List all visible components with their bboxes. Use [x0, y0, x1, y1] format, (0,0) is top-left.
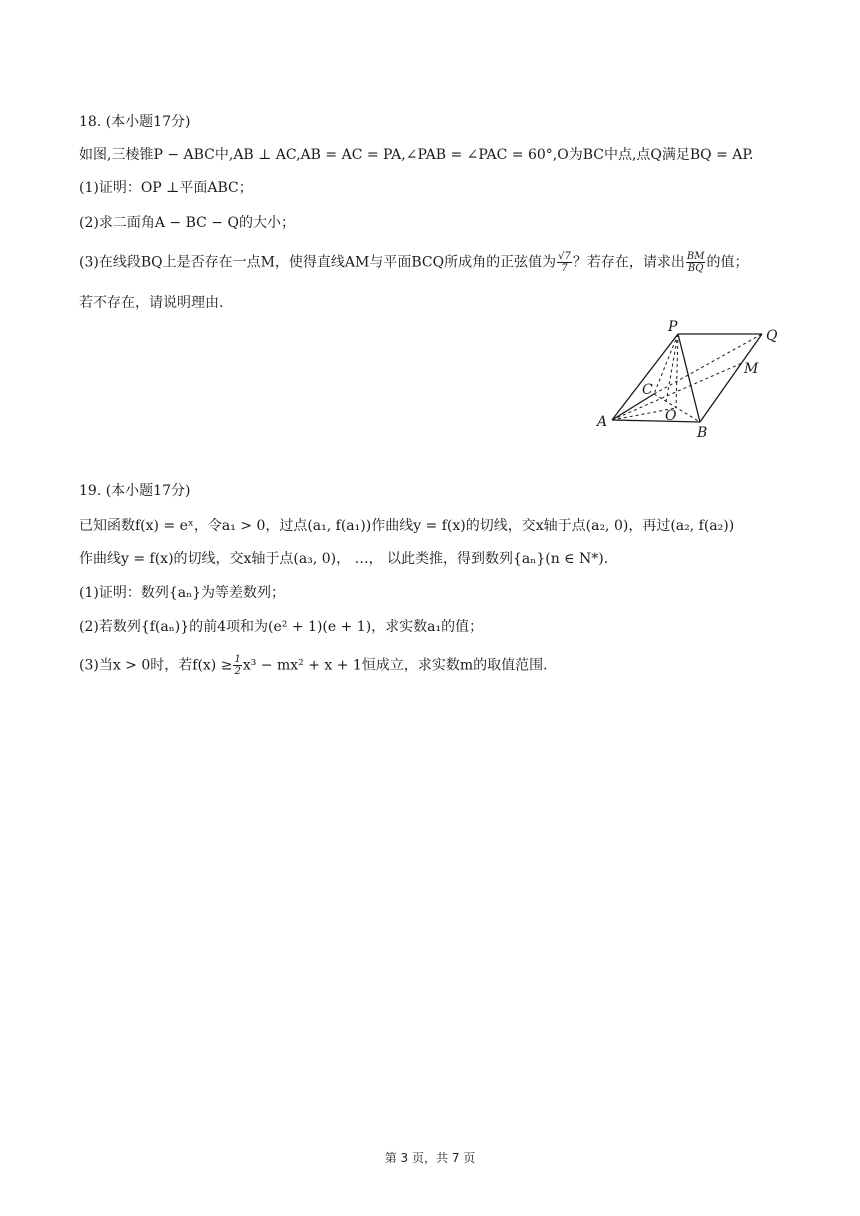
q18-part1: (1)证明：OP ⊥平面ABC； — [79, 180, 253, 196]
sqrt7-over-7-fraction — [557, 251, 572, 274]
edge-CB — [654, 394, 700, 422]
label-B: B — [697, 425, 708, 441]
fraction-numerator: √7 — [558, 251, 571, 262]
q18-part2: (2)求二面角A − BC − Q的大小； — [79, 215, 295, 231]
q18-part3-text-b: ？若存在，请求出 — [572, 254, 685, 271]
q19-part3-text-a: (3)当x > 0时，若f(x) ≥ — [79, 657, 233, 674]
page-footer: 第 3 页，共 7 页 — [384, 1151, 476, 1165]
q19-part3-text-b: x³ − mx² + x + 1恒成立，求实数m的取值范围. — [242, 657, 548, 674]
q19-header: 19. (本小题17分) — [79, 483, 191, 499]
edge-PO — [676, 334, 678, 408]
label-A: A — [597, 414, 608, 430]
pyramid-diagram — [592, 316, 792, 444]
q19-part1: (1)证明：数列{aₙ}为等差数列； — [79, 585, 286, 601]
fraction-numerator: 1 — [234, 654, 241, 665]
q18-part3-continued: 若不存在，请说明理由. — [79, 295, 224, 311]
edge-AB — [612, 420, 700, 422]
q18-part3-text-a: (3)在线段BQ上是否存在一点M，使得直线AM与平面BCQ所成角的正弦值为 — [79, 254, 557, 271]
label-O: O — [665, 408, 677, 424]
q18-part3-text-c: 的值； — [706, 254, 749, 271]
one-half-fraction — [233, 654, 241, 677]
edge-QB — [700, 334, 762, 422]
label-C: C — [642, 382, 653, 398]
fraction-denominator: BQ — [687, 263, 704, 274]
q18-stem: 如图,三棱锥P − ABC中,AB ⊥ AC,AB = AC = PA,∠PAB = ∠PAC = 60°,O为BC中点,点Q满足BQ = AP. — [79, 147, 754, 163]
label-M: M — [744, 361, 759, 377]
q19-stem-line1: 已知函数f(x) = eˣ，令a₁ > 0，过点(a₁, f(a₁))作曲线y = f(x)的切线，交x轴于点(a₂, 0)，再过(a₂, f(a₂)) — [79, 518, 735, 534]
label-Q: Q — [766, 328, 778, 344]
edge-PC — [654, 334, 678, 394]
fraction-denominator: 2 — [234, 666, 241, 677]
fraction-denominator: 7 — [561, 263, 568, 274]
q19-part3 — [79, 654, 548, 677]
q18-header: 18. (本小题17分) — [79, 114, 191, 130]
label-P: P — [668, 319, 678, 335]
fraction-numerator: BM — [686, 251, 705, 262]
q18-part3 — [79, 251, 748, 274]
q19-stem-line2: 作曲线y = f(x)的切线，交x轴于点(a₃, 0)， …， 以此类推，得到数列{aₙ}(n ∈ N*). — [79, 551, 609, 567]
edge-PB — [678, 334, 700, 422]
edge-PA-inner — [666, 334, 678, 402]
bm-over-bq-fraction — [686, 251, 706, 274]
q19-part2: (2)若数列{f(aₙ)}的前4项和为(e² + 1)(e + 1)，求实数a₁的值； — [79, 619, 484, 635]
